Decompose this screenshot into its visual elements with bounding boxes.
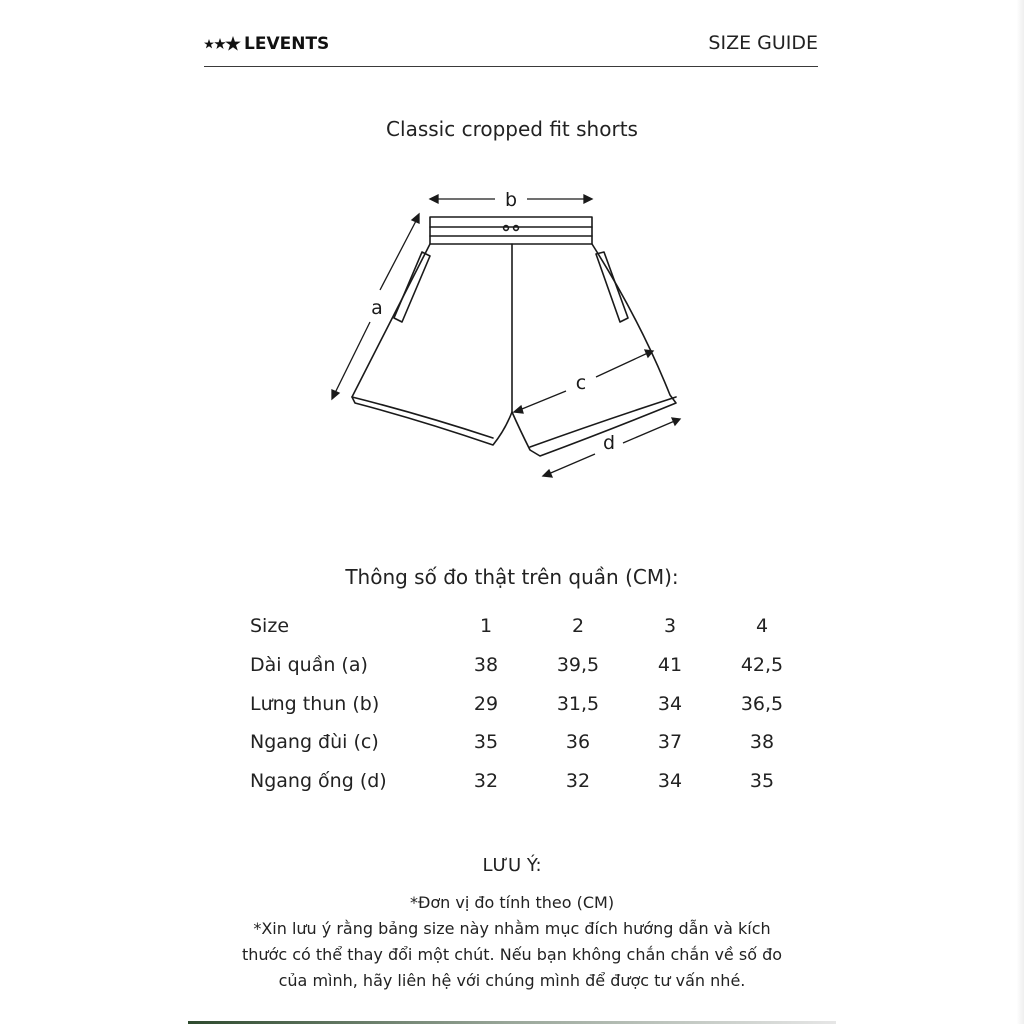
shorts-outline bbox=[352, 244, 676, 456]
label-c: c bbox=[575, 372, 587, 394]
row-label: Ngang ống (d) bbox=[250, 770, 387, 793]
table-cell: 31,5 bbox=[556, 692, 600, 715]
brand-logo bbox=[204, 34, 329, 54]
note-line: *Xin lưu ý rằng bảng size này nhằm mục đích hướng dẫn và kích bbox=[253, 919, 771, 938]
table-row bbox=[250, 723, 810, 762]
table-cell: 38 bbox=[749, 731, 775, 754]
table-cell: 36,5 bbox=[740, 692, 784, 715]
table-cell: 32 bbox=[565, 770, 591, 793]
product-title: Classic cropped fit shorts bbox=[386, 117, 638, 141]
brand-name: LEVENTS bbox=[244, 34, 330, 54]
row-label: Dài quần (a) bbox=[250, 654, 368, 677]
table-cell: 34 bbox=[657, 692, 683, 715]
notes-title: LƯU Ý: bbox=[482, 855, 542, 876]
size-guide-label: SIZE GUIDE bbox=[708, 32, 818, 54]
table-row bbox=[250, 762, 810, 801]
shorts-measurement-diagram bbox=[320, 180, 700, 490]
label-a: a bbox=[371, 297, 383, 319]
row-label: Ngang đùi (c) bbox=[250, 731, 379, 754]
table-cell: 35 bbox=[749, 770, 775, 793]
table-cell: 37 bbox=[657, 731, 683, 754]
note-line: *Đơn vị đo tính theo (CM) bbox=[409, 893, 615, 912]
note-line: của mình, hãy liên hệ với chúng mình để được tư vấn nhé. bbox=[278, 971, 746, 990]
size-header-cell: 1 bbox=[479, 615, 493, 638]
table-cell: 29 bbox=[473, 692, 499, 715]
table-cell: 36 bbox=[565, 731, 591, 754]
table-cell: 32 bbox=[473, 770, 499, 793]
header-label: Size bbox=[250, 615, 290, 638]
table-cell: 35 bbox=[473, 731, 499, 754]
size-header-cell: 3 bbox=[663, 615, 677, 638]
notes-section bbox=[0, 855, 1024, 994]
table-title: Thông số đo thật trên quần (CM): bbox=[345, 565, 679, 589]
right-pocket bbox=[596, 252, 628, 322]
table-header-row bbox=[250, 607, 810, 646]
table-cell: 34 bbox=[657, 770, 683, 793]
note-line: thước có thể thay đổi một chút. Nếu bạn không chắn chắn về số đo bbox=[241, 945, 783, 964]
label-b: b bbox=[504, 189, 518, 211]
table-cell: 39,5 bbox=[556, 654, 600, 677]
stars-icon bbox=[204, 36, 242, 52]
table-row bbox=[250, 684, 810, 723]
left-pocket bbox=[394, 252, 430, 322]
header bbox=[204, 30, 818, 67]
label-d: d bbox=[602, 432, 616, 454]
row-label: Lưng thun (b) bbox=[250, 692, 380, 715]
size-header-cell: 4 bbox=[755, 615, 769, 638]
table-cell: 41 bbox=[657, 654, 683, 677]
table-cell: 38 bbox=[473, 654, 499, 677]
size-table bbox=[250, 607, 810, 800]
waistband bbox=[430, 217, 592, 244]
size-header-cell: 2 bbox=[571, 615, 585, 638]
table-cell: 42,5 bbox=[740, 654, 784, 677]
table-row bbox=[250, 646, 810, 685]
